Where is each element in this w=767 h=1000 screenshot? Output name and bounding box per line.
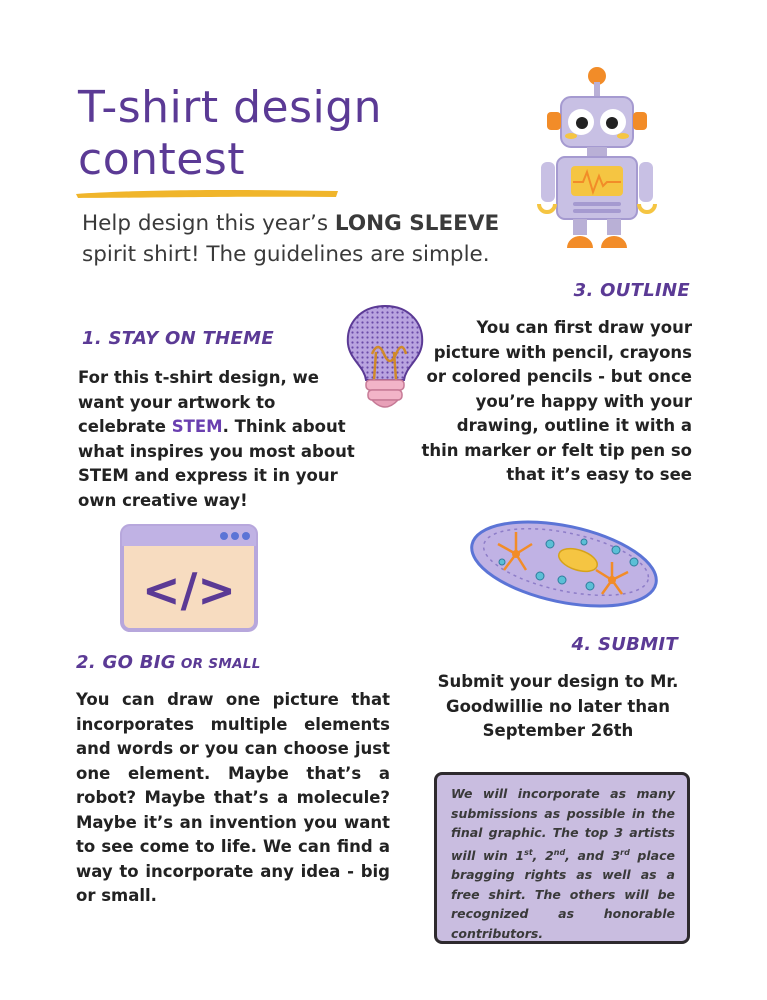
- callout-text-2: , 2: [532, 847, 554, 863]
- heading-stay-on-theme: 1. STAY ON THEME: [82, 328, 274, 349]
- stem-highlight: STEM: [171, 417, 223, 436]
- subtitle-bold: LONG SLEEVE: [334, 211, 500, 236]
- go-big-text: You can draw one picture that incorporates multiple elements and words or you can choose just one element. Maybe that’s a robot? Maybe that’s a molecule? Maybe it’s an invention you want to see come to life. We can find a way to incorporate any idea - big or small.: [76, 690, 390, 905]
- subtitle-text-1: Help design this year’s: [82, 211, 335, 236]
- theme-text-2: . Think about what inspires you most about STEM and express it in your own creative way!: [78, 417, 355, 510]
- cell-icon: [466, 514, 662, 614]
- page-title: [78, 82, 438, 186]
- title-line-1: T-shirt design: [78, 82, 383, 133]
- heading-outline: 3. OUTLINE: [573, 280, 690, 301]
- go-big-label: 2. GO BIG: [76, 652, 176, 673]
- callout-text-3: , and 3: [565, 847, 621, 863]
- heading-submit: 4. SUBMIT: [571, 634, 678, 655]
- heading-go-big: [76, 652, 261, 673]
- callout-sup-2: nd: [553, 847, 566, 857]
- callout-text-4: place bragging rights as well as a free shirt. The others will be recognized as honorable contributors.: [451, 847, 675, 941]
- theme-text-1: For this t-shirt design, we want your artwork to celebrate: [78, 368, 319, 436]
- subtitle: [82, 208, 532, 270]
- prize-callout: [434, 772, 690, 944]
- robot-icon: [533, 64, 663, 264]
- title-underline: [74, 186, 340, 200]
- title-line-2: contest: [78, 134, 245, 185]
- submit-text: Submit your design to Mr. Goodwillie no later than September 26th: [437, 672, 679, 740]
- callout-sup-3: rd: [620, 847, 630, 857]
- code-symbol: </>: [142, 563, 236, 617]
- code-window-icon: [120, 524, 258, 632]
- theme-text: [78, 366, 360, 513]
- outline-text: You can first draw your picture with pencil, crayons or colored pencils - but once you’re happy with your drawing, outline it with a thin marker or felt tip pen so that it’s easy to see: [421, 318, 692, 484]
- subtitle-text-2: spirit shirt! The guidelines are simple.: [82, 242, 490, 267]
- or-small-label: OR SMALL: [175, 656, 261, 672]
- callout-text-1: We will incorporate as many submissions as possible in the final graphic. The top 3 artists will win 1: [451, 786, 675, 863]
- callout-sup-1: st: [524, 847, 533, 857]
